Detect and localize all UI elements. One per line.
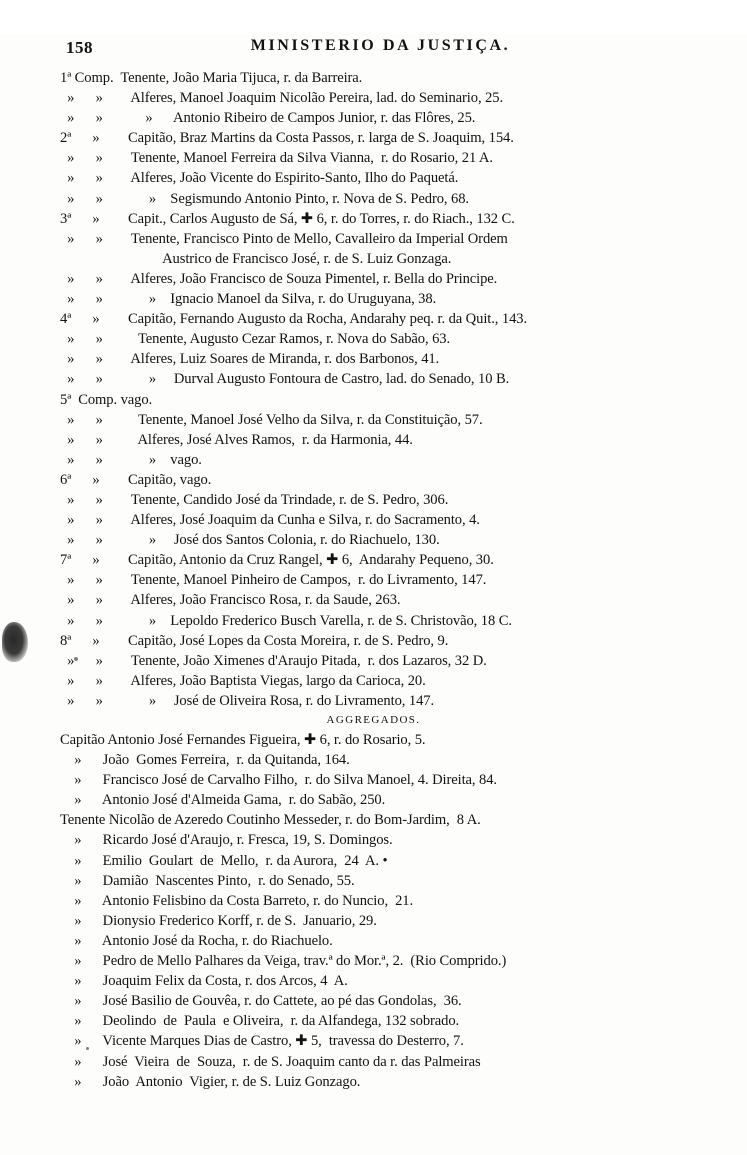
list-item: Tenente Nicolão de Azeredo Coutinho Messeder, r. do Bom-Jardim, 8 A.: [60, 812, 481, 829]
list-item: » Pedro de Mello Palhares da Veiga, trav.ª do Mor.ª, 2. (Rio Comprido.): [60, 953, 507, 970]
list-item: » Dionysio Frederico Korff, r. de S. Januario, 29.: [60, 912, 377, 929]
list-item: » » Tenente, Manoel Ferreira da Silva Vianna, r. do Rosario, 21 A.: [60, 150, 493, 167]
list-item: » » Alferes, Luiz Soares de Miranda, r. dos Barbonos, 41.: [60, 351, 440, 368]
list-item: » » Alferes, Manoel Joaquim Nicolão Pereira, lad. do Seminario, 25.: [60, 90, 503, 107]
list-item: » » » Lepoldo Frederico Busch Varella, r. de S. Christovão, 18 C.: [60, 612, 512, 629]
list-item: 3ª » Capit., Carlos Augusto de Sá, ✚ 6, r. do Torres, r. do Riach., 132 C.: [60, 210, 515, 227]
list-item: » Antonio José d'Almeida Gama, r. do Sabão, 250.: [60, 792, 386, 809]
company-officers-list: [0, 68, 747, 1092]
document-page: [0, 34, 747, 1155]
list-item: » Joaquim Felix da Costa, r. dos Arcos, 4 A.: [60, 973, 348, 990]
running-title: MINISTERIO DA JUSTIÇA.: [250, 37, 511, 54]
list-item: » » Alferes, João Francisco de Souza Pimentel, r. Bella do Principe.: [60, 270, 498, 287]
list-item: » » Alferes, João Francisco Rosa, r. da Saude, 263.: [60, 592, 401, 609]
list-item: » » Alferes, José Alves Ramos, r. da Harmonia, 44.: [60, 431, 413, 448]
list-item: 8ª » Capitão, José Lopes da Costa Moreira, r. de S. Pedro, 9.: [60, 632, 449, 649]
list-item: 5ª Comp. vago.: [60, 391, 153, 408]
list-item: » » » José de Oliveira Rosa, r. do Livramento, 147.: [60, 692, 435, 709]
list-item: 7ª » Capitão, Antonio da Cruz Rangel, ✚ 6, Andarahy Pequeno, 30.: [60, 552, 494, 569]
section-heading-aggregados: AGGREGADOS.: [326, 714, 421, 726]
list-item: 1ª Comp. Tenente, João Maria Tijuca, r. da Barreira.: [60, 70, 363, 86]
list-item: » » Tenente, Francisco Pinto de Mello, Cavalleiro da Imperial Ordem: [60, 230, 508, 247]
list-item: » José Basilio de Gouvêa, r. do Cattete, ao pé das Gondolas, 36.: [60, 993, 462, 1010]
list-item: » » » Segismundo Antonio Pinto, r. Nova de S. Pedro, 68.: [60, 190, 469, 207]
list-item: » » Alferes, José Joaquim da Cunha e Silva, r. do Sacramento, 4.: [60, 512, 480, 529]
list-item: » José Vieira de Souza, r. de S. Joaquim canto da r. das Palmeiras: [60, 1053, 481, 1070]
list-item: » Francisco José de Carvalho Filho, r. do Silva Manoel, 4. Direita, 84.: [60, 772, 497, 789]
list-item: » » » José dos Santos Colonia, r. do Riachuelo, 130.: [60, 532, 440, 549]
list-item: » » Tenente, Candido José da Trindade, r. de S. Pedro, 306.: [60, 491, 449, 508]
list-item: » Deolindo de Paula e Oliveira, r. da Alfandega, 132 sobrado.: [60, 1013, 460, 1030]
list-item: » João Antonio Vigier, r. de S. Luiz Gonzago.: [60, 1073, 361, 1090]
list-item: 2ª » Capitão, Braz Martins da Costa Passos, r. larga de S. Joaquim, 154.: [60, 130, 514, 147]
list-item: » Antonio Felisbino da Costa Barreto, r. do Nuncio, 21.: [60, 892, 414, 909]
list-item: » » Alferes, João Vicente do Espirito-Santo, Ilho do Paquetá.: [60, 170, 459, 187]
list-item: » Ricardo José d'Araujo, r. Fresca, 19, S. Domingos.: [60, 832, 393, 849]
page-folio-number: 158: [66, 38, 93, 57]
list-item: » » » Durval Augusto Fontoura de Castro, lad. do Senado, 10 B.: [60, 371, 510, 388]
list-item: » Antonio José da Rocha, r. do Riachuelo.: [60, 932, 333, 949]
list-item: » » Tenente, Manoel Pinheiro de Campos, r. do Livramento, 147.: [60, 572, 487, 589]
list-item: Austrico de Francisco José, r. de S. Luiz Gonzaga.: [60, 250, 452, 267]
list-item: » Emilio Goulart de Mello, r. da Aurora, 24 A. •: [60, 852, 388, 869]
list-item: » » » Ignacio Manoel da Silva, r. do Uruguyana, 38.: [60, 291, 437, 308]
list-item: Capitão Antonio José Fernandes Figueira, ✚ 6, r. do Rosario, 5.: [60, 732, 426, 748]
list-item: » João Gomes Ferreira, r. da Quitanda, 164.: [60, 752, 350, 769]
list-item: 6ª » Capitão, vago.: [60, 471, 212, 488]
list-item: » Damião Nascentes Pinto, r. do Senado, 55.: [60, 872, 355, 889]
list-item: » » Tenente, João Ximenes d'Araujo Pitada, r. dos Lazaros, 32 D.: [60, 652, 487, 669]
list-item: » » Alferes, João Baptista Viegas, largo da Carioca, 20.: [60, 672, 426, 689]
list-item: » » » Antonio Ribeiro de Campos Junior, r. das Flôres, 25.: [60, 110, 476, 127]
list-item: » » Tenente, Augusto Cezar Ramos, r. Nova do Sabão, 63.: [60, 331, 451, 348]
list-item: » » » vago.: [60, 451, 202, 468]
list-item: » » Tenente, Manoel José Velho da Silva, r. da Constituição, 57.: [60, 411, 483, 428]
list-item: » Vicente Marques Dias de Castro, ✚ 5, travessa do Desterro, 7.: [60, 1033, 464, 1050]
list-item: 4ª » Capitão, Fernando Augusto da Rocha, Andarahy peq. r. da Quit., 143.: [60, 311, 528, 328]
page-header: [0, 34, 747, 68]
